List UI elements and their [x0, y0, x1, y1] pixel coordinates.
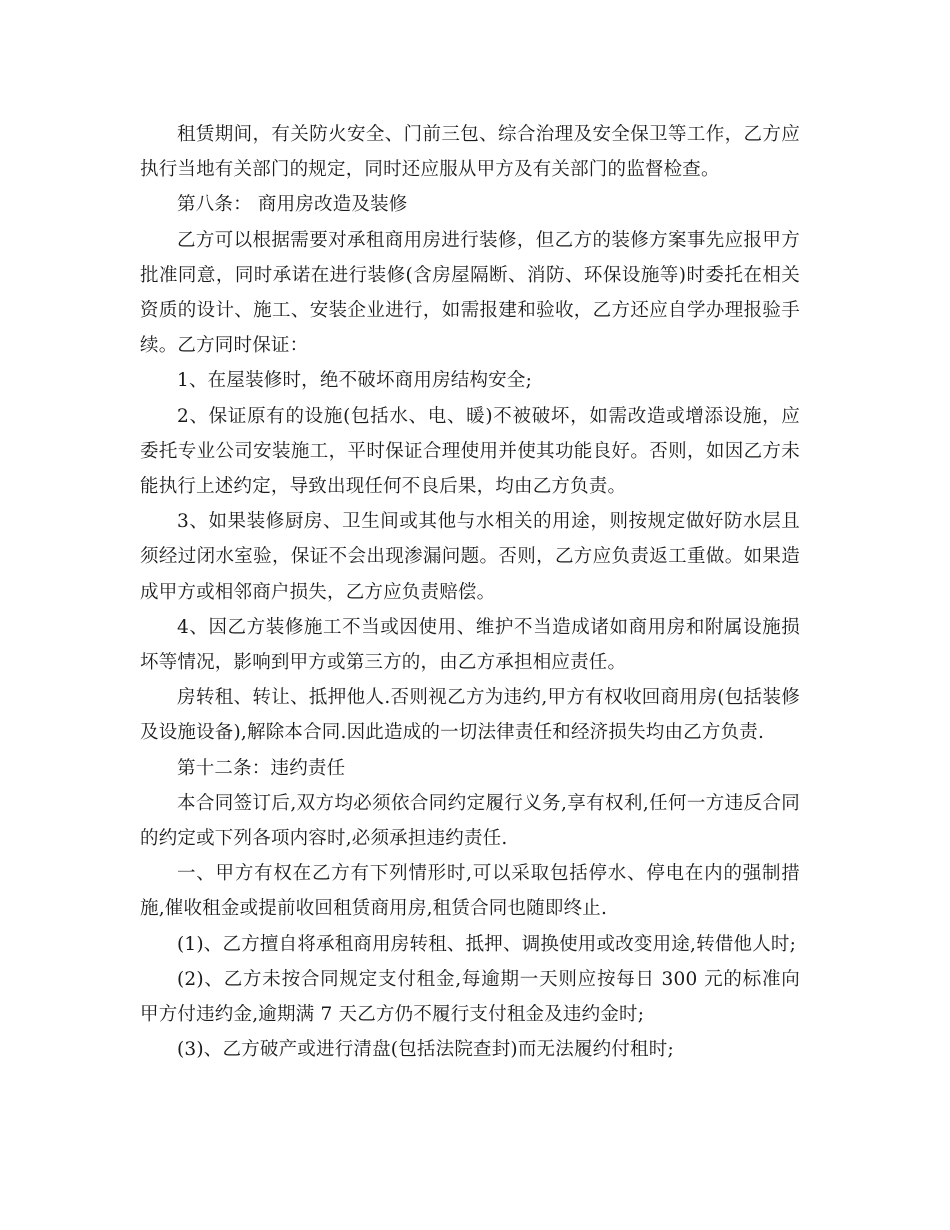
paragraph-sublease: 房转租、转让、抵押他人.否则视乙方为违约,甲方有权收回商用房(包括装修及设施设备),解除本合同.因此造成的一切法律责任和经济损失均由乙方负责. — [140, 687, 800, 744]
article-12-heading: 第十二条：违约责任 — [177, 757, 346, 779]
list-item-3: 3、如果装修厨房、卫生间或其他与水相关的用途，则按规定做好防水层且须经过闭水室验，保证不会出现渗漏问题。否则，乙方应负责返工重做。如果造成甲方或相邻商户损失，乙方应负责赔偿。 — [140, 511, 800, 603]
article-8-heading: 第八条： 商用房改造及装修 — [177, 194, 408, 216]
clause-3: (3)、乙方破产或进行清盘(包括法院查封)而无法履约付租时; — [177, 1039, 674, 1061]
clause-2: (2)、乙方未按合同规定支付租金,每逾期一天则应按每日 300 元的标准向甲方付违约金,逾期满 7 天乙方仍不履行支付租金及违约金时; — [140, 968, 800, 1026]
paragraph-lease-safety: 租赁期间，有关防火安全、门前三包、综合治理及安全保卫等工作，乙方应执行当地有关部门的规定，同时还应服从甲方及有关部门的监督检查。 — [140, 124, 800, 181]
list-item-2: 2、保证原有的设施(包括水、电、暖)不被破坏，如需改造或增添设施，应委托专业公司安装施工，平时保证合理使用并使其功能良好。否则，如因乙方未能执行上述约定，导致出现任何不良后果，均由乙方负责。 — [140, 405, 800, 498]
paragraph-breach-liability: 本合同签订后,双方均必须依合同约定履行义务,享有权利,任何一方违反合同的约定或下列各项内容时,必须承担违约责任. — [140, 792, 800, 850]
document-body — [140, 117, 800, 1067]
list-item-4: 4、因乙方装修施工不当或因使用、维护不当造成诸如商用房和附属设施损坏等情况，影响到甲方或第三方的，由乙方承担相应责任。 — [140, 616, 800, 674]
paragraph-landlord-rights: 一、甲方有权在乙方有下列情形时,可以采取包括停水、停电在内的强制措施,催收租金或提前收回租赁商用房,租赁合同也随即终止. — [140, 863, 800, 920]
paragraph-renovation-approval: 乙方可以根据需要对承租商用房进行装修，但乙方的装修方案事先应报甲方批准同意，同时承诺在进行装修(含房屋隔断、消防、环保设施等)时委托在相关资质的设计、施工、安装企业进行，如需报建和验收，乙方还应自学办理报验手续。乙方同时保证： — [140, 229, 800, 357]
clause-1: (1)、乙方擅自将承租商用房转租、抵押、调换使用或改变用途,转借他人时; — [177, 933, 797, 955]
list-item-1: 1、在屋装修时，绝不破坏商用房结构安全; — [177, 370, 533, 392]
